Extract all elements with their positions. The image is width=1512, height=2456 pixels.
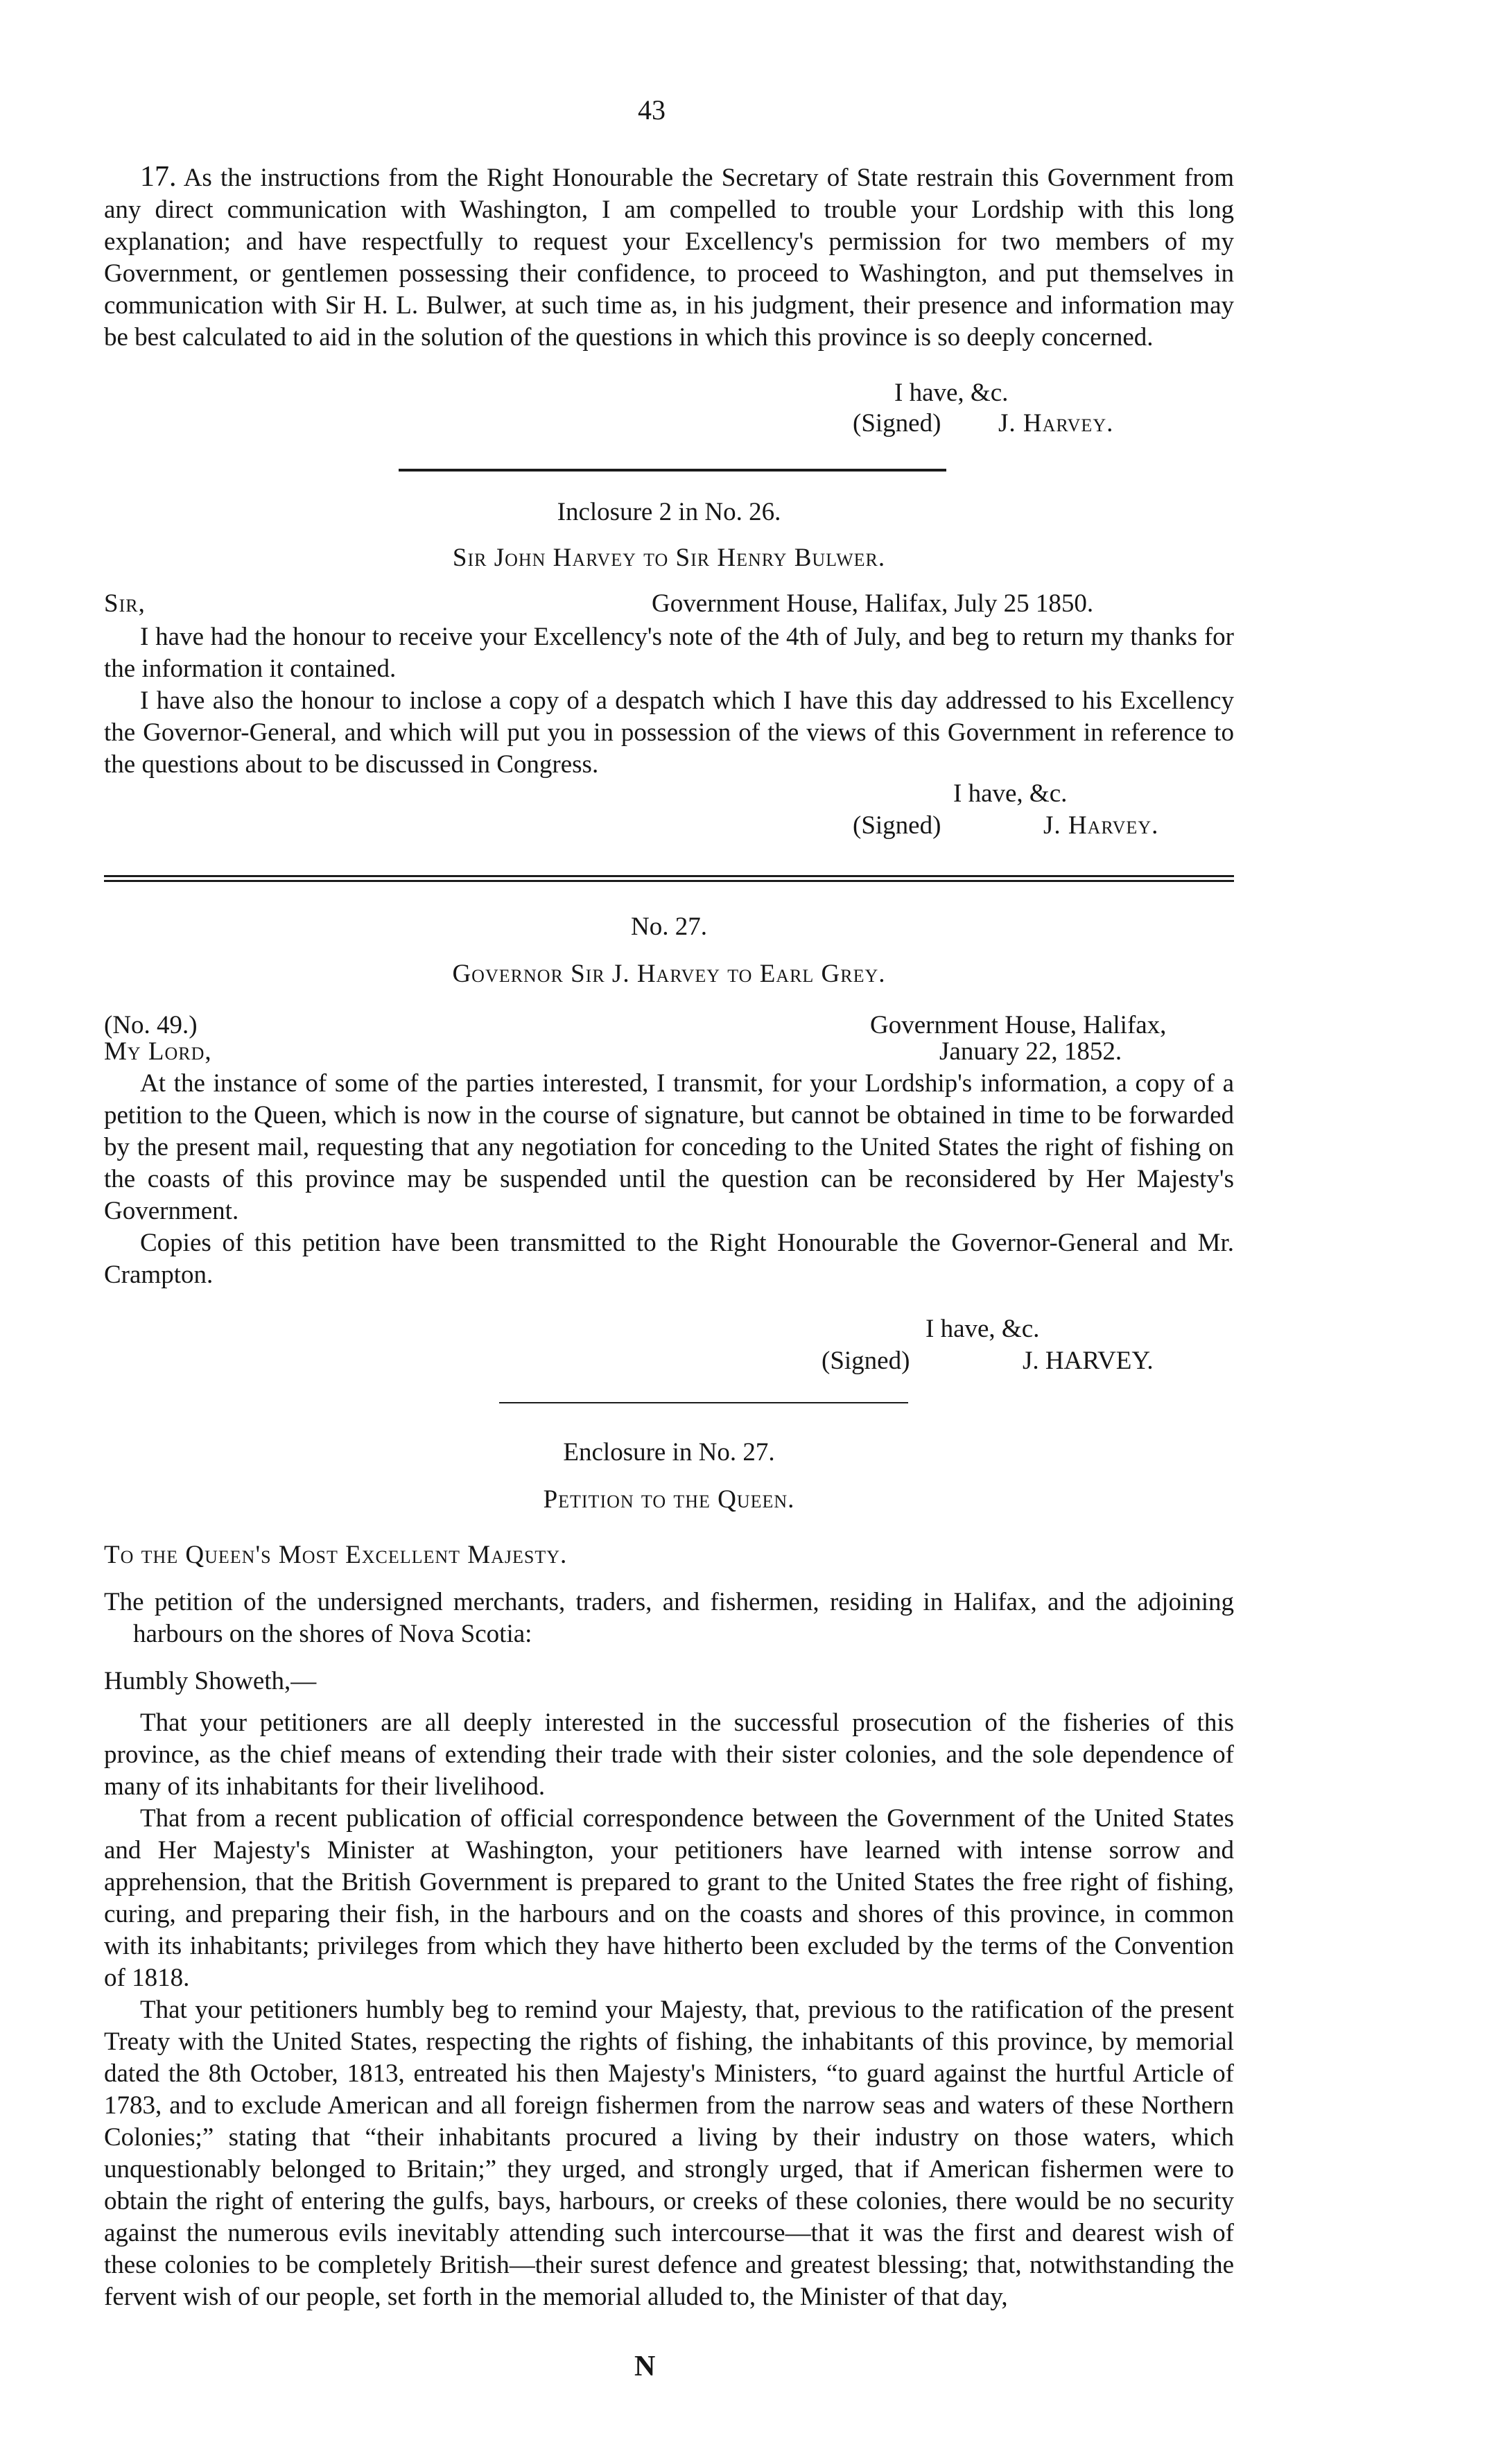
closing-inclosure: I have, &c. xyxy=(953,779,1068,808)
paragraph-number: 17. xyxy=(140,161,177,193)
signed-label-no27: (Signed) xyxy=(822,1347,910,1375)
inclosure-paragraph-2: I have also the honour to inclose a copy of a despatch which I have this day addressed to his Excellency the Governor-General, and which will put you in possession of the views of this Government in reference to the questions about to be discussed in Congress. xyxy=(104,686,1234,779)
no27-date: January 22, 1852. xyxy=(939,1037,1122,1066)
inclosure-subheading: Sir John Harvey to Sir Henry Bulwer. xyxy=(452,544,886,572)
no27-paragraph-1: At the instance of some of the parties interested, I transmit, for your Lordship's information, a copy of a petition to the Queen, which is now in the course of signature, but cannot be obtained in time to be forwarded by the present mail, requesting that any negotiation for conceding to the United States the right of fishing on the coasts of this province may be suspended until the question can be reconsidered by Her Majesty's Government. xyxy=(104,1069,1234,1225)
no27-body xyxy=(104,1068,1234,1291)
petition-paragraph-1: That your petitioners are all deeply interested in the successful prosecution of the fisheries of this province, as the chief means of extending their trade with their sister colonies, and the sole dependence of many of its inhabitants for their livelihood. xyxy=(104,1709,1234,1801)
petition-title: Petition to the Queen. xyxy=(543,1485,795,1514)
place-date: Government House, Halifax, July 25 1850. xyxy=(652,589,1094,618)
paragraph-17-body xyxy=(104,161,1234,354)
short-rule xyxy=(499,1402,908,1403)
signature-mark: N xyxy=(634,2351,656,2383)
petition-body xyxy=(104,1586,1234,2313)
paragraph-17-text: As the instructions from the Right Honourable the Secretary of State restrain this Government from any direct communication with Washington, I am compelled to trouble your Lordship with this long explanation; and have respectfully to request your Excellency's permission for two members of my Government, or gentlemen possessing their confidence, to proceed to Washington, and put themselves in communication with Sir H. L. Bulwer, at such time as, in his judgment, their presence and information may be best calculated to aid in the solution of the questions in which this province is so deeply concerned. xyxy=(104,164,1234,352)
signature-17: J. Harvey. xyxy=(998,409,1114,438)
inclosure-body xyxy=(104,621,1234,781)
no27-heading: No. 27. xyxy=(631,913,707,941)
paragraph-17 xyxy=(104,161,1234,354)
signed-label-inclosure: (Signed) xyxy=(853,811,941,840)
closing-no27: I have, &c. xyxy=(926,1315,1040,1343)
double-rule xyxy=(104,875,1234,877)
signature-no27: J. HARVEY. xyxy=(1023,1347,1154,1375)
petition-intro: The petition of the undersigned merchants, traders, and fishermen, residing in Halifax, and the adjoining harbours on the shores of Nova Scotia: xyxy=(104,1588,1234,1648)
no27-place: Government House, Halifax, xyxy=(870,1011,1167,1039)
page-number: 43 xyxy=(638,94,666,126)
petition-address: To the Queen's Most Excellent Majesty. xyxy=(104,1541,568,1569)
despatch-ref: (No. 49.) xyxy=(104,1011,198,1039)
petition-paragraph-3: That your petitioners humbly beg to remind your Majesty, that, previous to the ratification of the present Treaty with the United States, respecting the rights of fishing, the inhabitants of this province, by memorial dated the 8th October, 1813, entreated his then Majesty's Ministers, “to guard against the hurtful Article of 1783, and to exclude American and all foreign fishermen from the narrow seas and waters of these Northern Colonies;” stating that “their inhabitants procured a living by their industry on those waters, which unquestionably belonged to Britain;” they urged, and strongly urged, that if American fishermen were to obtain the right of entering the gulfs, bays, harbours, or creeks of these colonies, there would be no security against the numerous evils inevitably attending such intercourse—that it was the first and dearest wish of these colonies to be completely British—their surest defence and greatest blessing; that, notwithstanding the fervent wish of our people, set forth in the memorial alluded to, the Minister of that day, xyxy=(104,1996,1234,2311)
no27-paragraph-2: Copies of this petition have been transmitted to the Right Honourable the Governor-General and Mr. Crampton. xyxy=(104,1229,1234,1289)
signed-label-17: (Signed) xyxy=(853,409,941,438)
closing-17: I have, &c. xyxy=(894,379,1009,407)
no27-subheading: Governor Sir J. Harvey to Earl Grey. xyxy=(452,960,886,988)
section-rule xyxy=(399,469,946,472)
petition-paragraph-2: That from a recent publication of official correspondence between the Government of the United States and Her Majesty's Minister at Washington, your petitioners have learned with intense sorrow and apprehension, that the British Government is prepared to grant to the United States the free right of fishing, curing, and preparing their fish, in the harbours and on the coasts and shores of this province, in common with its inhabitants; privileges from which they have hitherto been excluded by the terms of the Convention of 1818. xyxy=(104,1804,1234,1992)
salutation-my-lord: My Lord, xyxy=(104,1037,212,1066)
salutation-sir: Sir, xyxy=(104,589,146,618)
inclosure-heading: Inclosure 2 in No. 26. xyxy=(557,498,781,526)
signature-inclosure: J. Harvey. xyxy=(1043,811,1159,840)
enclosure-heading: Enclosure in No. 27. xyxy=(563,1438,775,1467)
inclosure-paragraph-1: I have had the honour to receive your Excellency's note of the 4th of July, and beg to return my thanks for the information it contained. xyxy=(104,623,1234,683)
humbly-showeth: Humbly Showeth,— xyxy=(104,1667,317,1695)
